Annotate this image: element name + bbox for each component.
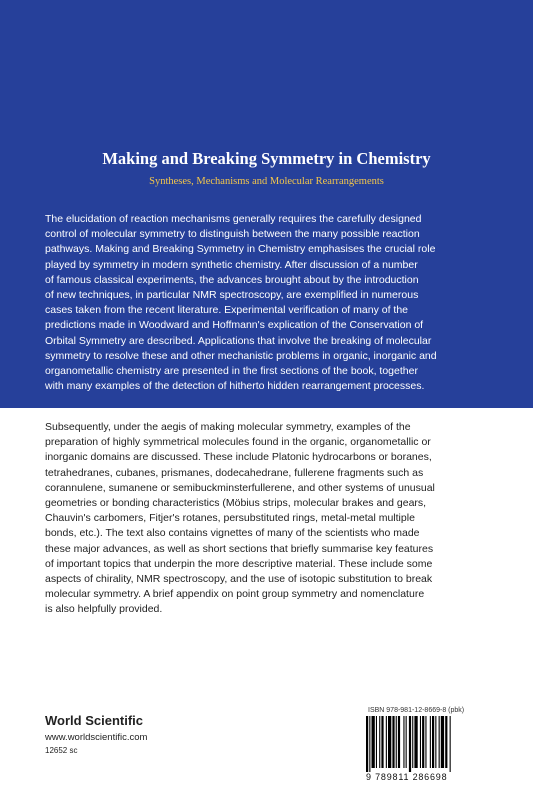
text-line: predictions made in Woodward and Hoffmann's explication of the Conservation of <box>45 319 424 332</box>
text-line: tetrahedranes, cubanes, prismanes, dodecahedrane, fullerene fragments such as <box>45 466 424 479</box>
text-line: of important topics that underpin the more descriptive material. These include some <box>45 557 433 570</box>
text-line: played by symmetry in modern synthetic chemistry. After discussion of a number <box>45 258 418 271</box>
text-line: molecular symmetry. A brief appendix on point group symmetry and nomenclature <box>45 588 425 601</box>
description-paragraph-2 <box>45 420 500 618</box>
isbn-label: ISBN 978-981-12-8669-8 (pbk) <box>368 707 465 714</box>
text-line: bonds, etc.). The text also contains vignettes of many of the scientists who made <box>45 527 420 540</box>
text-line: geometries or bonding characteristics (Möbius strips, molecular brakes and gears, <box>45 497 427 510</box>
text-line: is also helpfully provided. <box>45 603 163 616</box>
barcode-graphic <box>362 716 488 772</box>
text-line: corannulene, sumanene or semibuckminsterfullerene, and other systems of unusual <box>45 481 435 494</box>
catalog-code: 12652 sc <box>45 746 78 755</box>
text-line: of famous classical experiments, the advances brought about by the introduction <box>45 273 419 286</box>
text-line: aspects of chirality, NMR spectroscopy, and the use of isotopic substitution to break <box>45 573 433 586</box>
text-line: Subsequently, under the aegis of making molecular symmetry, examples of the <box>45 421 411 433</box>
text-line: Chauvin's carbomers, Fitjer's rotanes, persubstituted rings, metal-metal multiple <box>45 512 415 525</box>
text-line: pathways. Making and Breaking Symmetry in Chemistry emphasises the crucial role <box>45 243 436 256</box>
publisher-website: www.worldscientific.com <box>45 732 148 743</box>
barcode <box>362 716 488 772</box>
text-line: Orbital Symmetry are described. Applications that involve the breaking of molecular <box>45 334 432 347</box>
barcode-number: 9 789811 286698 <box>366 772 448 782</box>
book-title: Making and Breaking Symmetry in Chemistry <box>102 149 431 168</box>
text-line: of new techniques, in particular NMR spectroscopy, are exemplified in numerous <box>45 289 419 302</box>
text-line: inorganic domains are discussed. These include Platonic hydrocarbons or boranes, <box>45 451 432 464</box>
text-line: symmetry to resolve these and other mechanistic problems in organic, inorganic and <box>45 349 437 362</box>
text-line: with many examples of the detection of hitherto hidden rearrangement processes. <box>45 380 425 393</box>
description-paragraph-1 <box>45 212 500 394</box>
text-line: cases taken from the recent literature. Experimental verification of many of the <box>45 304 409 317</box>
book-subtitle: Syntheses, Mechanisms and Molecular Rearrangements <box>149 176 384 187</box>
text-line: preparation of highly symmetrical molecules found in the organic, organometallic or <box>45 436 431 449</box>
text-line: these major advances, as well as short sections that briefly summarise key features <box>45 542 434 555</box>
text-line: organometallic chemistry are presented in the first sections of the book, together <box>45 365 418 378</box>
text-line: control of molecular symmetry to distinguish between the many possible reaction <box>45 228 420 241</box>
publisher-logo: World Scientific <box>45 713 143 728</box>
text-line: The elucidation of reaction mechanisms generally requires the carefully designed <box>45 213 422 225</box>
